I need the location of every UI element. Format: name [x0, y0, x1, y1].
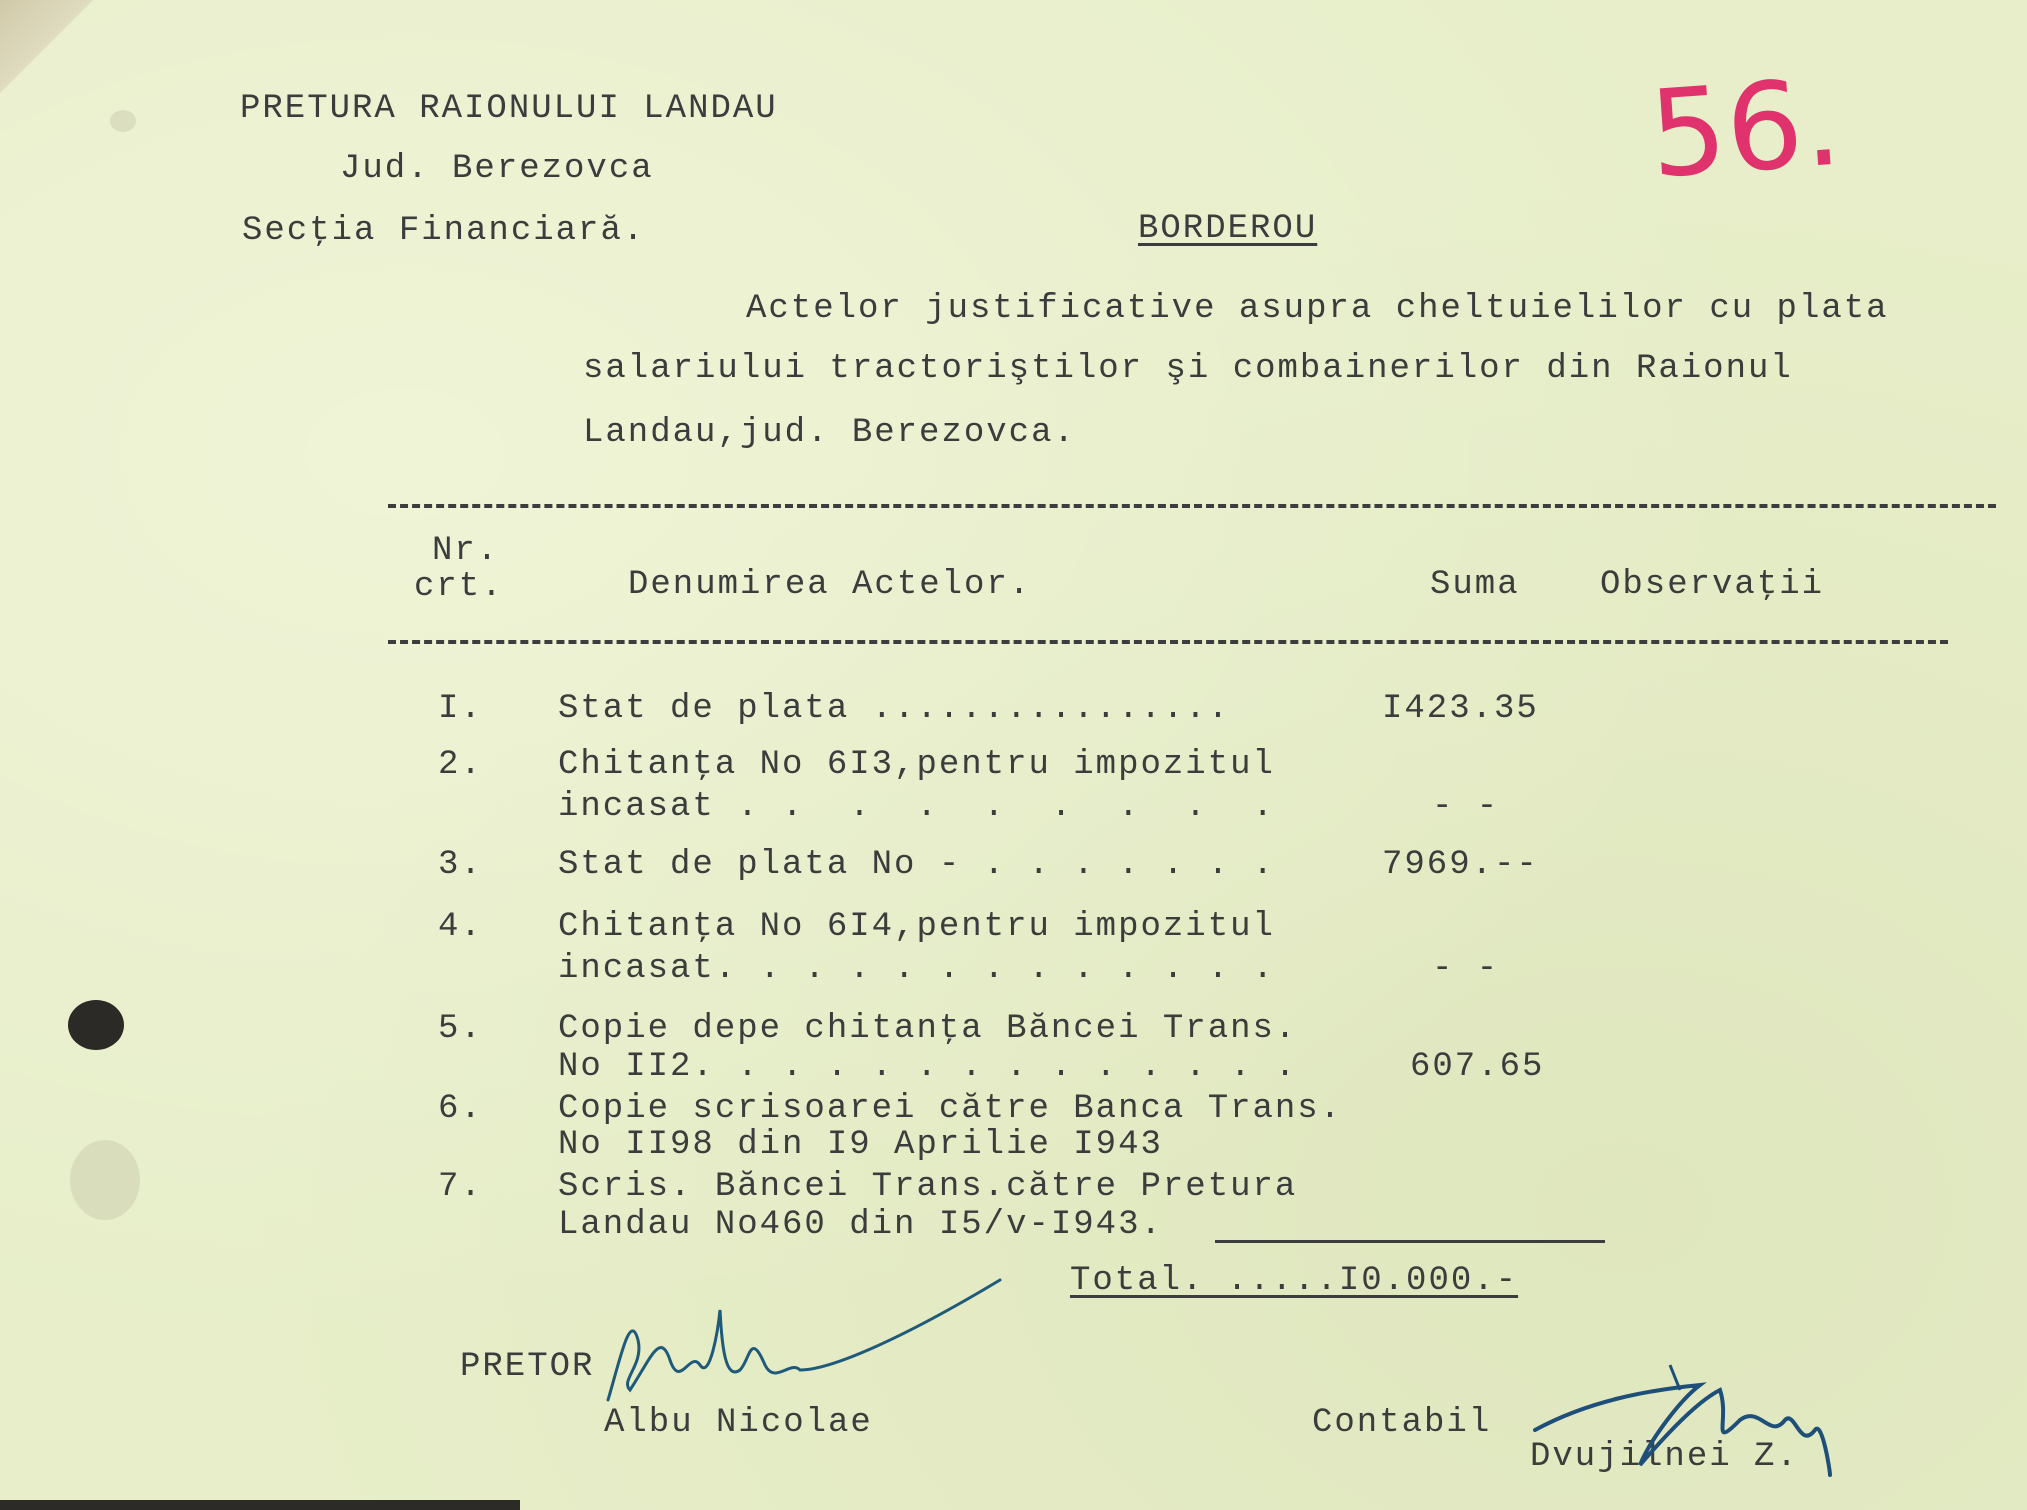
punch-hole — [68, 1000, 124, 1050]
pretor-signature — [600, 1270, 1060, 1420]
row-desc-line2: incasat . . . . . . . . . — [558, 788, 1275, 826]
section-name: Secţia Financiară. — [242, 212, 646, 250]
row-nr: 6. — [438, 1090, 483, 1128]
subtitle-line-2: salariului tractoriştilor şi combainerilor din Raionul — [583, 350, 1793, 388]
col-header-nr-1: Nr. — [432, 532, 500, 570]
row-sum: - - — [1432, 788, 1500, 826]
torn-corner — [0, 0, 110, 120]
right-signatory-name: Dvujilnei Z. — [1530, 1438, 1799, 1476]
row-nr: 5. — [438, 1010, 483, 1048]
table-top-rule — [388, 504, 1996, 508]
row-nr: 4. — [438, 908, 483, 946]
page-number-mark: 56. — [1645, 53, 1846, 206]
subtitle-line-1: Actelor justificative asupra cheltuielilor cu plata — [746, 290, 1889, 328]
row-desc-line1: Stat de plata No - . . . . . . . — [558, 846, 1275, 884]
row-desc-line1: Copie scrisoarei către Banca Trans. — [558, 1090, 1343, 1128]
contabil-signature — [1530, 1360, 1850, 1480]
col-header-sum: Suma — [1430, 566, 1520, 604]
row-desc-line1: Chitanţa No 6I4,pentru impozitul — [558, 908, 1275, 946]
left-signatory-role: PRETOR — [460, 1348, 595, 1386]
table-header-rule — [388, 640, 1948, 644]
total-rule — [1215, 1240, 1605, 1243]
row-sum: I423.35 — [1382, 690, 1539, 728]
row-desc-line1: Scris. Băncei Trans.către Pretura — [558, 1168, 1298, 1206]
row-desc-line1: Copie depe chitanţa Băncei Trans. — [558, 1010, 1298, 1048]
row-sum: 7969.-- — [1382, 846, 1539, 884]
stain — [70, 1140, 140, 1220]
stain — [110, 110, 136, 132]
row-desc-line2: incasat. . . . . . . . . . . . . — [558, 950, 1275, 988]
subtitle-line-3: Landau,jud. Berezovca. — [583, 414, 1076, 452]
left-signatory-name: Albu Nicolae — [604, 1404, 873, 1442]
row-desc-line2: Landau No460 din I5/v-I943. — [558, 1206, 1163, 1244]
row-desc-line2: No II98 din I9 Aprilie I943 — [558, 1126, 1163, 1164]
office-name: PRETURA RAIONULUI LANDAU — [240, 90, 778, 128]
col-header-observations: Observaţii — [1600, 566, 1825, 604]
bottom-edge — [0, 1500, 520, 1510]
total-amount: Total. .....I0.000.- — [1070, 1262, 1519, 1300]
document-title: BORDEROU — [1138, 210, 1318, 248]
row-desc-line1: Stat de plata ................ — [558, 690, 1231, 728]
row-nr: 2. — [438, 746, 483, 784]
col-header-name: Denumirea Actelor. — [628, 566, 1032, 604]
row-sum: - - — [1432, 950, 1500, 988]
right-signatory-role: Contabil — [1312, 1404, 1492, 1442]
row-nr: I. — [438, 690, 483, 728]
row-nr: 3. — [438, 846, 483, 884]
col-header-nr-2: crt. — [414, 568, 504, 606]
row-nr: 7. — [438, 1168, 483, 1206]
county-name: Jud. Berezovca — [340, 150, 654, 188]
row-desc-line2: No II2. . . . . . . . . . . . . . — [558, 1048, 1298, 1086]
row-desc-line1: Chitanţa No 6I3,pentru impozitul — [558, 746, 1275, 784]
row-sum: 607.65 — [1410, 1048, 1545, 1086]
